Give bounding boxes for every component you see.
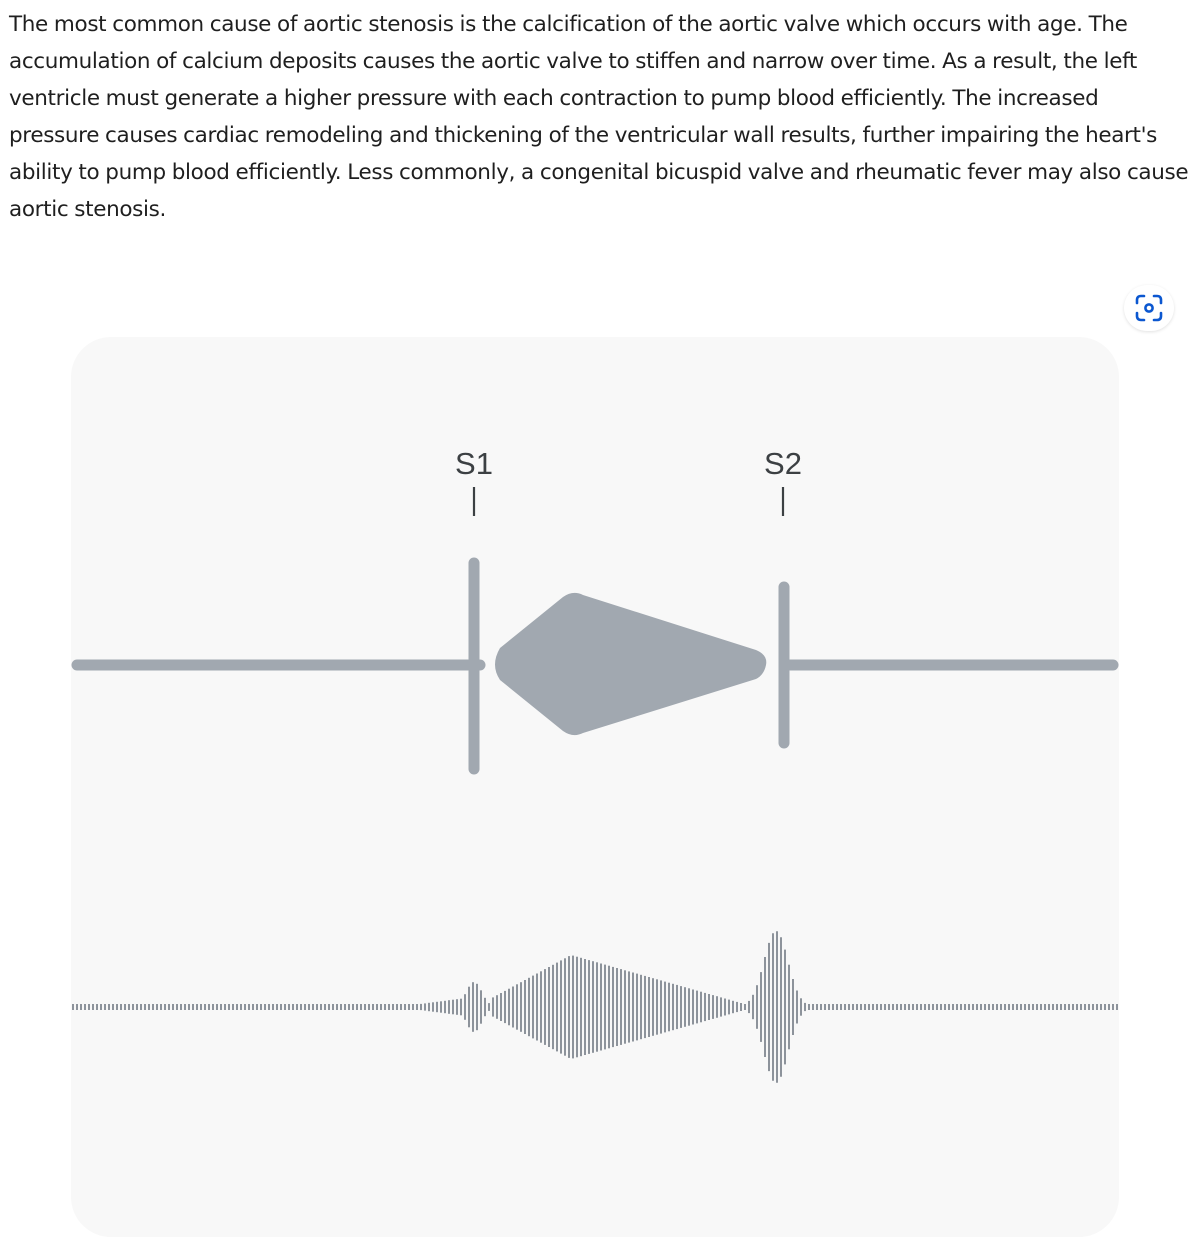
s1-label: S1 [455, 446, 493, 481]
body-paragraph: The most common cause of aortic stenosis is the calcification of the aortic valve which occurs with age. The accumulation of calcium deposits causes the aortic valve to stiffen and narrow over time. As a result, the left ventricle must generate a higher pressure with each contraction to pump blood efficiently. The increased pressure causes cardiac remodeling and thickening of the ventricular wall results, further impairing the heart's ability to pump blood efficiently. Less commonly, a congenital bicuspid valve and rheumatic fever may also cause aortic stenosis. [9, 12, 1189, 222]
crescendo-decrescendo-murmur-shape [495, 593, 766, 735]
s2-label: S2 [764, 446, 802, 481]
heart-sound-waveform [73, 931, 1117, 1082]
